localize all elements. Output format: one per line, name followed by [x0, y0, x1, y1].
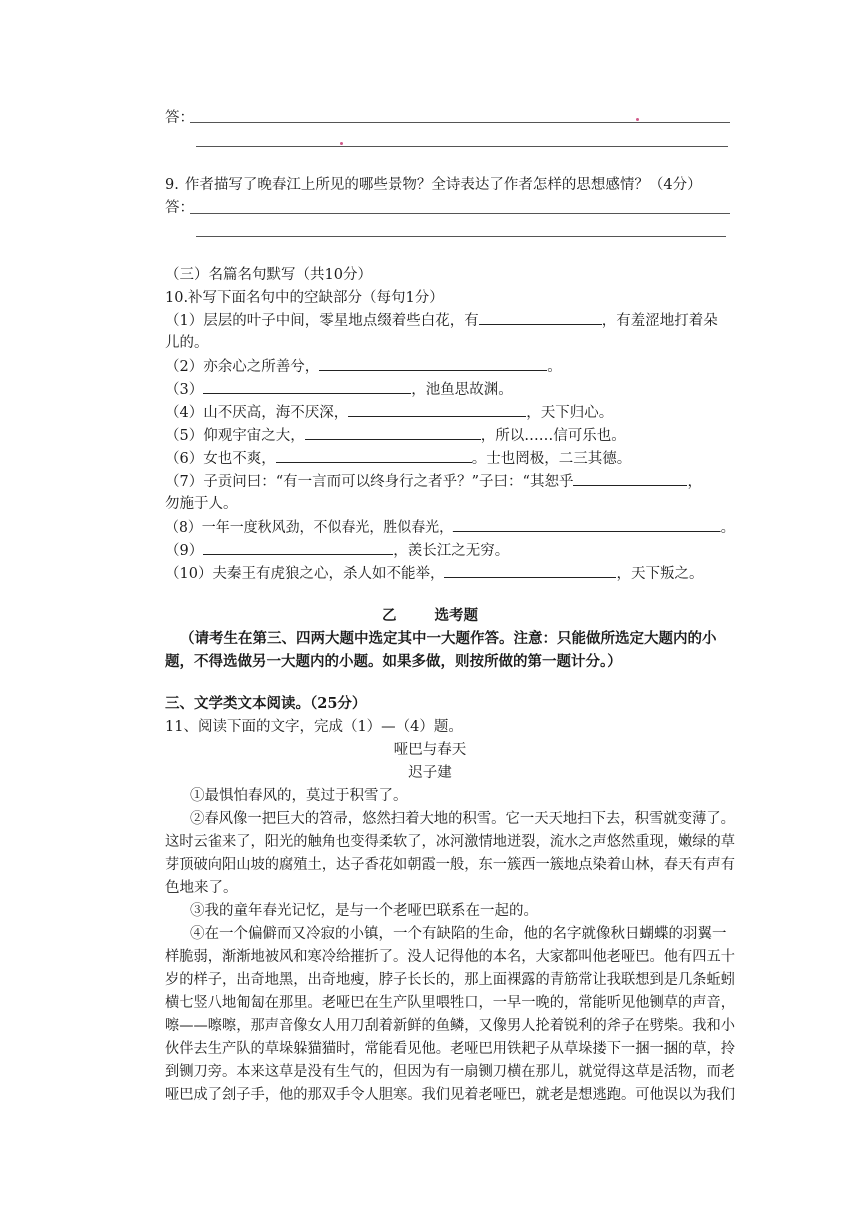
fill-item-1-cont: 儿的。: [165, 335, 209, 351]
article-paragraph-line: ②春风像一把巨大的笤帚，悠然扫着大地的积雪。它一天天地扫下去，积雪就变薄了。: [190, 811, 735, 827]
fill-item-7: [165, 471, 702, 493]
fill-blank[interactable]: [305, 425, 481, 440]
fill-text: （7）子贡问曰：“有一言而可以终身行之者乎？”子曰：“其恕乎: [165, 474, 574, 490]
article-paragraph-line: 样脆弱，渐渐地被风和寒冷给摧折了。没人记得他的本名，大家都叫他老哑巴。他有四五十: [165, 949, 736, 965]
fill-text: （3）: [165, 382, 204, 398]
q9-answer-line-1[interactable]: [190, 213, 730, 214]
fill-item-4: [165, 402, 613, 424]
article-paragraph-line: 到铡刀旁。本来这草是没有生气的，但因为有一扇铡刀横在那儿，就觉得这草是活物，而老: [165, 1064, 736, 1080]
fill-item-2: [165, 356, 562, 378]
fill-text: 。: [720, 520, 735, 536]
article-paragraph-line: ③我的童年春光记忆，是与一个老哑巴联系在一起的。: [190, 903, 538, 919]
fill-text: （10）夫秦王有虎狼之心，杀人如不能举，: [165, 566, 445, 582]
article-paragraph-line: 岁的样子，出奇地黑，出奇地瘦，脖子长长的，那上面裸露的青筋常让我联想到是几条蚯蚓: [165, 972, 736, 988]
fill-item-9: [165, 540, 509, 562]
fill-item-7-cont: 勿施于人。: [165, 496, 238, 512]
fill-text: ，池鱼思故渊。: [411, 382, 513, 398]
fill-blank[interactable]: [203, 379, 411, 394]
fill-text: ，有羞涩地打着朵: [601, 313, 718, 329]
fill-text: （2）亦余心之所善兮，: [165, 359, 320, 375]
article-paragraph-line: 伙伴去生产队的草垛躲猫猫时，常能看见他。老哑巴用铁耙子从草垛搂下一捆一捆的草，拎: [165, 1041, 736, 1057]
fill-text: 。: [547, 359, 562, 375]
fill-blank[interactable]: [453, 517, 721, 532]
article-paragraph-line: ④在一个偏僻而又冷寂的小镇，一个有缺陷的生命，他的名字就像秋日蝴蝶的羽翼一: [190, 926, 727, 942]
red-mark: [636, 118, 639, 121]
fill-text: ，: [687, 474, 702, 490]
article-paragraph-line: 芽顶破向阳山坡的腐殖土，达子香花如朝霞一般，东一簇西一簇地点染着山林，春天有声有: [165, 857, 736, 873]
fill-text: （9）: [165, 543, 204, 559]
q9-text: 作者描写了晚春江上所见的哪些景物？全诗表达了作者怎样的思想感情？（4分）: [184, 177, 702, 193]
q9-number: 9.: [165, 177, 179, 193]
fill-item-3: [165, 379, 513, 401]
fill-blank[interactable]: [276, 448, 472, 463]
fill-blank[interactable]: [348, 402, 526, 417]
fill-text: （6）女也不爽，: [165, 451, 276, 467]
q8-answer-line-1[interactable]: [190, 122, 730, 123]
fill-item-8: [165, 517, 735, 539]
fill-blank[interactable]: [479, 310, 602, 325]
fill-blank[interactable]: [203, 540, 393, 555]
fill-item-6: [165, 448, 631, 470]
fill-text: ，羡长江之无穷。: [393, 543, 510, 559]
optional-note-2: 题，不得选做另一大题内的小题。如果多做，则按所做的第一题计分。）: [165, 653, 622, 670]
article-paragraph-line: 色地来了。: [165, 880, 238, 896]
optional-note-1: （请考生在第三、四两大题中选定其中一大题作答。注意：只能做所选定大题内的小: [180, 630, 717, 647]
article-paragraph-line: ①最惧怕春风的，莫过于积雪了。: [190, 788, 408, 804]
fill-text: （5）仰观宇宙之大，: [165, 428, 305, 444]
q9-answer-label: 答：: [165, 200, 194, 216]
fill-text: （8）一年一度秋风劲，不似春光，胜似春光，: [165, 520, 454, 536]
fill-text: 。士也罔极，二三其德。: [471, 451, 632, 467]
article-title: 哑巴与春天: [393, 742, 467, 758]
q9-answer-line-2[interactable]: [196, 236, 726, 237]
fill-item-10: [165, 563, 703, 585]
section-heading: （三）名篇名句默写（共10分）: [165, 267, 372, 283]
optional-title-part: 选考题: [434, 607, 478, 624]
article-paragraph-line: 嚓——嚓嚓，那声音像女人用刀刮着新鲜的鱼鳞，又像男人抡着锐利的斧子在劈柴。我和小: [165, 1018, 736, 1034]
fill-item-1: [165, 310, 718, 332]
q8-answer-line-2[interactable]: [196, 146, 728, 147]
q11-instruction: 11、阅读下面的文字，完成（1）—（4）题。: [165, 719, 463, 735]
q8-answer-label: 答：: [165, 110, 194, 126]
q9-question: [165, 174, 702, 196]
optional-title: [0, 605, 860, 627]
article-paragraph-line: 哑巴成了刽子手，他的那双手令人胆寒。我们见着老哑巴，就老是想逃跑。可他误以为我们: [165, 1087, 736, 1103]
fill-text: ，天下归心。: [526, 405, 614, 421]
fill-text: ，所以……信可乐也。: [480, 428, 626, 444]
article-author: 迟子建: [408, 765, 452, 781]
part3-heading: 三、文学类文本阅读。（25分）: [165, 695, 367, 712]
optional-title-part: 乙: [382, 607, 397, 624]
article-paragraph-line: 横七竖八地匍匐在那里。老哑巴在生产队里喂牲口，一早一晚的，常能听见他铡草的声音，: [165, 995, 736, 1011]
red-mark: [340, 142, 343, 145]
fill-text: ，天下叛之。: [616, 566, 704, 582]
fill-text: （4）山不厌高，海不厌深，: [165, 405, 349, 421]
fill-text: （1）层层的叶子中间，零星地点缀着些白花，有: [165, 313, 479, 329]
fill-blank[interactable]: [573, 471, 687, 486]
q10-instruction: 10.补写下面名句中的空缺部分（每句1分）: [165, 290, 444, 306]
fill-blank[interactable]: [444, 563, 616, 578]
article-paragraph-line: 这时云雀来了，阳光的触角也变得柔软了，冰河激情地迸裂，流水之声悠然重现，嫩绿的草: [165, 834, 736, 850]
fill-blank[interactable]: [319, 356, 547, 371]
fill-item-5: [165, 425, 626, 447]
